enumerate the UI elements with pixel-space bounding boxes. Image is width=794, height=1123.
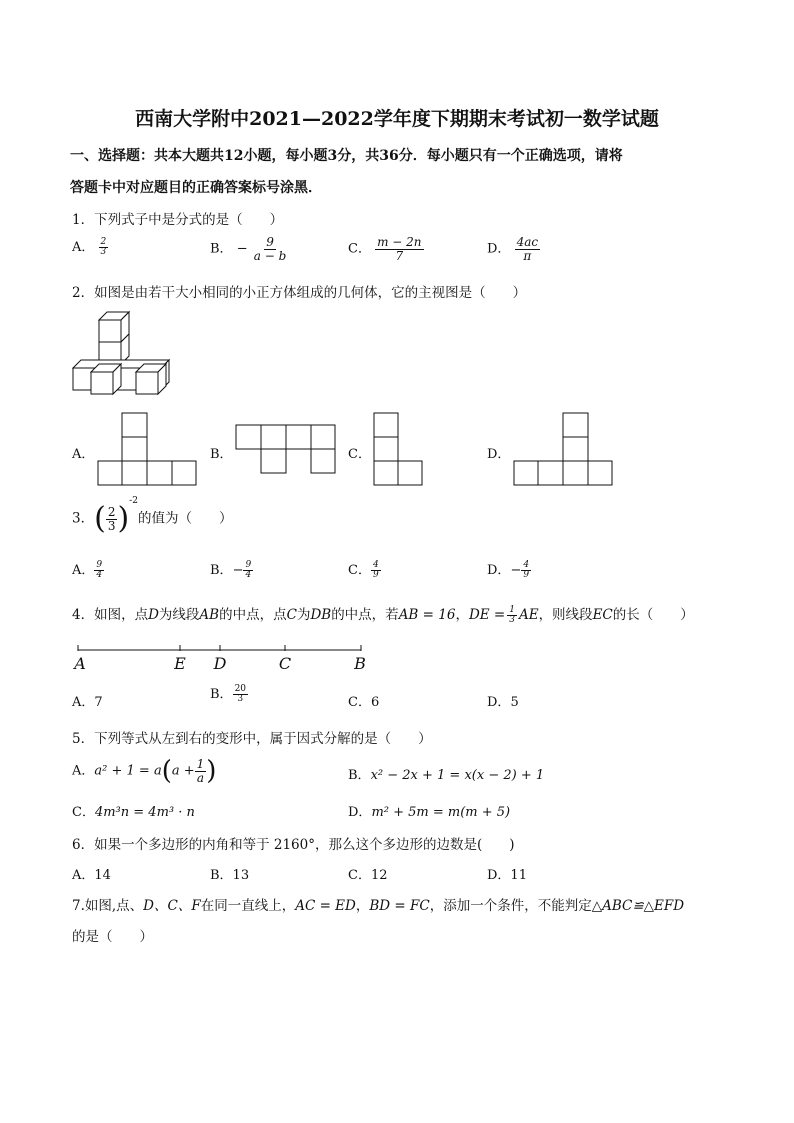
q6-stem: 6．如果一个多边形的内角和等于 2160°，那么这个多边形的边数是( ) (72, 837, 515, 853)
section-heading-line2: 答题卡中对应题目的正确答案标号涂黑． (70, 180, 322, 196)
q3-d-sign: − (510, 563, 522, 578)
q3-left-paren: ( (94, 501, 106, 536)
q4-point-b: B (354, 654, 366, 673)
q1-b-label: B． (210, 241, 233, 257)
q3-number: 3． (72, 510, 95, 527)
q4-point-a: A (74, 654, 86, 673)
q4-segment-figure (70, 641, 370, 675)
q4-point-d: D (213, 654, 227, 673)
q6-option-b[interactable]: B．13 (210, 868, 250, 883)
q3-fraction: $\frac{2}{3}$ (107, 504, 116, 533)
q1-b-sign: − (236, 241, 248, 257)
q2-solid-figure (70, 310, 190, 402)
q2-option-b-figure[interactable] (235, 424, 337, 476)
q6-option-d[interactable]: D．11 (487, 868, 527, 883)
q4-option-b[interactable]: B． $\frac{20}{3}$ (210, 683, 247, 704)
q3-stem (72, 496, 233, 536)
q6-option-a[interactable]: A．14 (72, 868, 111, 883)
q4-option-c[interactable]: C．6 (348, 695, 380, 710)
q3-right-paren: ) (117, 501, 130, 536)
q3-option-c[interactable] (348, 559, 381, 580)
q3-c-label: C． (348, 563, 371, 578)
q1-d-fraction: $\frac{4ac}{\pi}$ (516, 235, 539, 263)
q3-b-fraction: $\frac{9}{4}$ (245, 559, 252, 580)
q2-stem: 2．如图是由若干大小相同的小正方体组成的几何体，它的主视图是（ ） (72, 285, 527, 301)
q1-stem: 1．下列式子中是分式的是（ ） (72, 212, 284, 228)
q3-suffix: 的值为（ ） (137, 510, 233, 527)
q1-a-label: A． (72, 240, 95, 255)
q1-c-fraction: $\frac{m - 2n}{7}$ (377, 235, 422, 263)
q4-option-a[interactable]: A．7 (72, 695, 103, 710)
q4-stem: 4．如图，点D为线段AB的中点，点C为DB的中点，若AB = 16，DE = $\frac{1}{3}$ AE，则线段EC的长（ ） (72, 604, 694, 625)
q3-b-sign: − (232, 563, 244, 578)
q2-c-label[interactable]: C． (348, 447, 371, 462)
q3-d-label: D． (487, 563, 511, 578)
q5-stem: 5．下列等式从左到右的变形中，属于因式分解的是（ ） (72, 731, 432, 747)
q3-exponent: -2 (129, 496, 138, 506)
q1-option-a[interactable] (72, 236, 108, 257)
q1-d-label: D． (487, 241, 511, 257)
q5-option-a[interactable]: A．a² + 1 = a(a + $\frac{1}{a}$ ) (72, 756, 217, 787)
q2-option-c-figure[interactable] (373, 412, 425, 488)
q1-option-b[interactable] (210, 236, 288, 262)
q1-b-fraction: $\frac{9}{a - b}$ (253, 235, 287, 263)
q5-option-d[interactable]: D．m² + 5m = m(m + 5) (348, 805, 511, 820)
q3-d-fraction: $\frac{4}{9}$ (523, 559, 530, 580)
q4-option-d[interactable]: D．5 (487, 695, 519, 710)
q6-option-c[interactable]: C．12 (348, 868, 388, 883)
q3-a-label: A． (72, 563, 95, 578)
q2-option-d-figure[interactable] (513, 412, 613, 488)
q3-option-a[interactable] (72, 559, 104, 580)
q3-c-fraction: $\frac{4}{9}$ (372, 559, 379, 580)
q1-option-d[interactable] (487, 236, 540, 262)
q3-option-b[interactable] (210, 559, 253, 580)
q1-option-c[interactable] (348, 236, 424, 262)
q7-stem-line2: 的是（ ） (72, 929, 153, 945)
q2-a-label[interactable]: A． (72, 447, 95, 462)
q4-point-c: C (278, 654, 292, 673)
q5-option-b[interactable]: B．x² − 2x + 1 = x(x − 2) + 1 (348, 768, 545, 783)
q2-b-label[interactable]: B． (210, 447, 233, 462)
q3-b-label: B． (210, 563, 233, 578)
q7-stem: 7.如图,点、D、C、F在同一直线上，AC = ED，BD = FC，添加一个条件，不能判定△ABC≌△EFD (72, 898, 685, 914)
q3-a-fraction: $\frac{9}{4}$ (96, 559, 103, 580)
q3-option-d[interactable] (487, 559, 531, 580)
section-heading-line1: 一、选择题：共本大题共12小题，每小题3分，共36分．每小题只有一个正确选项，请将 (70, 148, 623, 164)
q2-d-label[interactable]: D． (487, 447, 511, 462)
q4-point-e: E (174, 654, 186, 673)
q1-a-fraction: $\frac{2}{3}$ (100, 236, 107, 257)
q5-option-c[interactable]: C．4m³n = 4m³ · n (72, 805, 195, 820)
q1-c-label: C． (348, 241, 371, 257)
page-title: 西南大学附中2021—2022学年度下期期末考试初一数学试题 (135, 108, 659, 130)
q2-option-a-figure[interactable] (97, 412, 197, 488)
